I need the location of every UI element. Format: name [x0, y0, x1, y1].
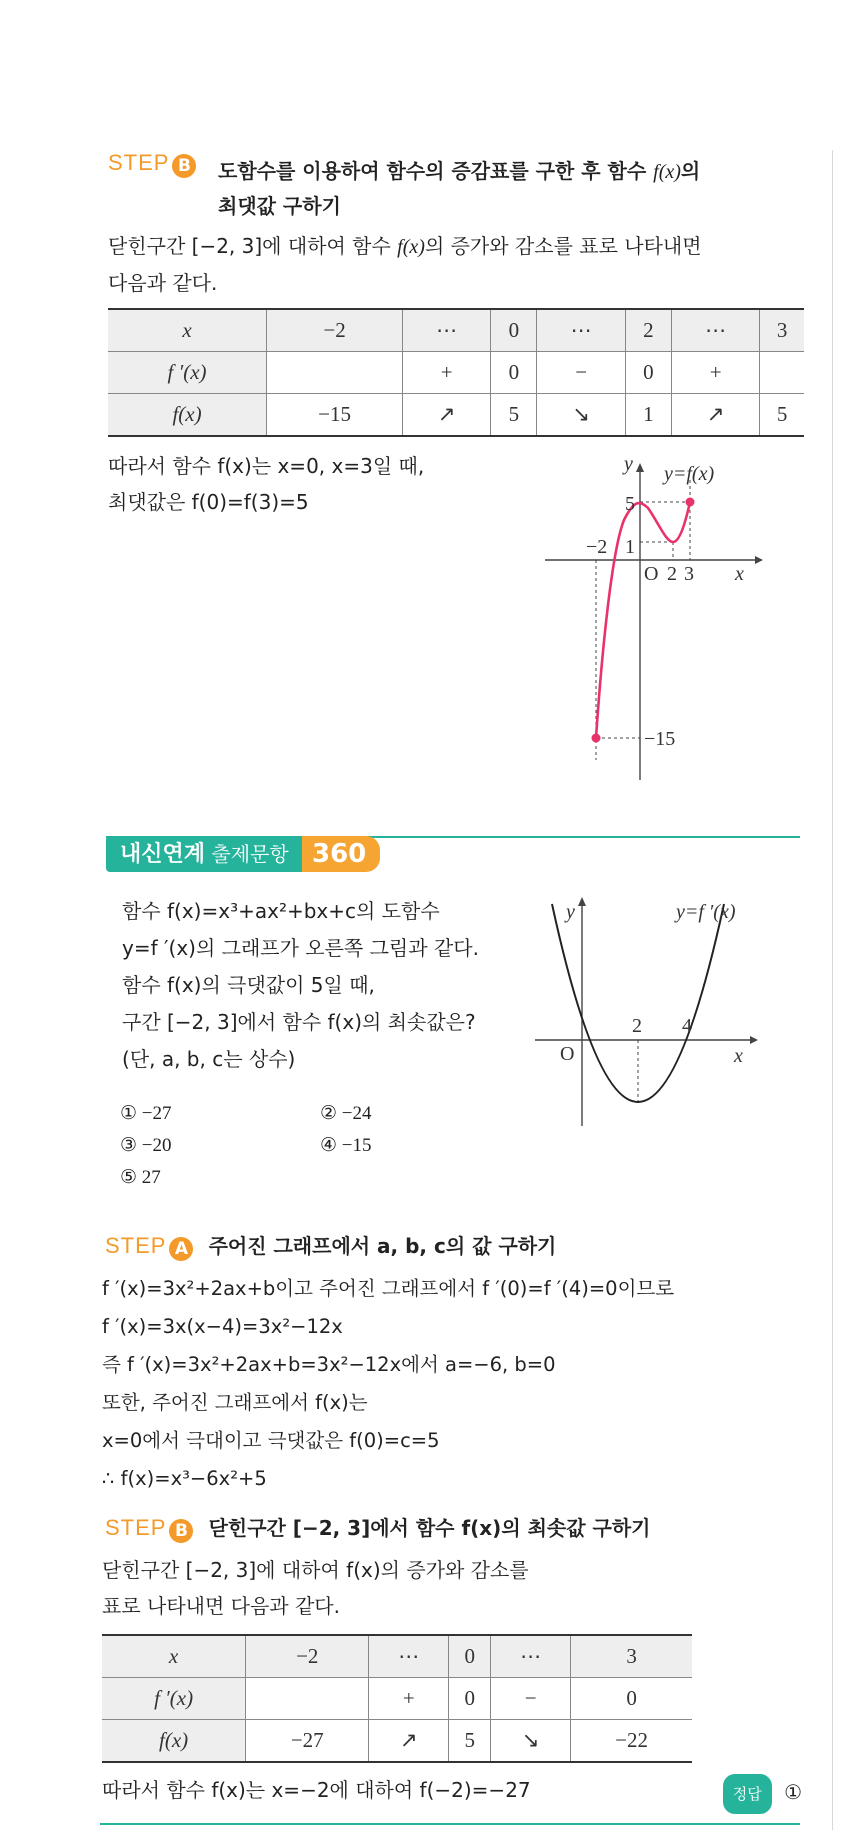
table-cell: 3 [571, 1635, 692, 1678]
step-label: STEP [105, 1515, 167, 1540]
curve-label: y=f ′(x) [676, 901, 736, 923]
table-cell: ↗ [402, 394, 490, 437]
tick-1: 1 [625, 536, 635, 558]
table-row-header: f(x) [102, 1720, 246, 1763]
y-axis-arrow [636, 463, 644, 472]
intro-text: 닫힌구간 [−2, 3]에 대하여 함수 [108, 234, 398, 258]
problem-line5: (단, a, b, c는 상수) [122, 1047, 296, 1071]
step-badge: B [172, 154, 196, 178]
table-cell: − [537, 352, 625, 394]
table-cell: −2 [246, 1635, 369, 1678]
step-b2-title: 닫힌구간 [−2, 3]에서 함수 f(x)의 최솟값 구하기 [208, 1516, 651, 1540]
x-axis-arrow [750, 1036, 758, 1044]
table-cell: 0 [625, 352, 671, 394]
solution-line-1: f ′(x)=3x²+2ax+b이고 주어진 그래프에서 f ′(0)=f ′(4)=0이므로 [102, 1277, 675, 1300]
step-a-header [105, 1230, 556, 1261]
bottom-rule [100, 1823, 800, 1825]
choice-3[interactable]: ③ −20 [120, 1135, 172, 1156]
tick-neg15: −15 [644, 728, 676, 750]
step-b-title [218, 154, 700, 223]
table-row-header: x [108, 309, 267, 352]
problem-line4: 구간 [−2, 3]에서 함수 f(x)의 최솟값은? [122, 1010, 476, 1034]
step-badge: A [169, 1237, 193, 1261]
y-axis-label: y [566, 901, 575, 923]
answer-group [723, 1774, 802, 1814]
step-title-line2: 최댓값 구하기 [218, 194, 341, 218]
table-cell: 0 [491, 352, 537, 394]
problem-number: 360 [302, 836, 380, 872]
table-row-header: x [102, 1635, 246, 1678]
problem-statement [122, 893, 479, 1078]
table-cell: − [491, 1678, 571, 1720]
table-cell [246, 1678, 369, 1720]
table-row [102, 1720, 692, 1763]
final-answer-line [102, 1772, 802, 1808]
table-cell: ⋯ [491, 1635, 571, 1678]
banner-bold: 내신연계 [120, 842, 206, 867]
tick-2: 2 [667, 563, 677, 585]
banner-rest: 출제문항 [205, 842, 289, 866]
point-max [686, 498, 695, 507]
y-axis-arrow [578, 897, 586, 906]
problem-line2: y=f ′(x)의 그래프가 오른쪽 그림과 같다. [122, 936, 479, 960]
conclusion-line1: 따라서 함수 f(x)는 x=0, x=3일 때, [108, 454, 425, 478]
intro-paragraph-2 [102, 1552, 529, 1624]
choice-2[interactable]: ② −24 [320, 1103, 372, 1124]
x-axis-label: x [735, 563, 744, 585]
table-cell: 2 [625, 309, 671, 352]
table-cell: −27 [246, 1720, 369, 1763]
table-cell: 0 [571, 1678, 692, 1720]
problem-line1: 함수 f(x)=x³+ax²+bx+c의 도함수 [122, 899, 440, 923]
y-axis-label: y [624, 453, 633, 475]
table-cell: 1 [625, 394, 671, 437]
table-cell: 5 [760, 394, 804, 437]
choice-1[interactable]: ① −27 [120, 1103, 172, 1124]
tick-2: 2 [632, 1015, 642, 1037]
table-cell: ↗ [671, 394, 759, 437]
table-cell: ↘ [537, 394, 625, 437]
final-text: 따라서 함수 f(x)는 x=−2에 대하여 f(−2)=−27 [102, 1778, 531, 1802]
table-row [108, 309, 804, 352]
table-cell: ⋯ [537, 309, 625, 352]
table-row-header: f ′(x) [108, 352, 267, 394]
increase-decrease-table-1 [108, 308, 804, 437]
table-row [102, 1635, 692, 1678]
table-cell: + [402, 352, 490, 394]
table-cell: ↗ [369, 1720, 449, 1763]
step-title-post: 의 [680, 159, 701, 183]
table-cell: 0 [449, 1678, 491, 1720]
table-cell: −22 [571, 1720, 692, 1763]
step-title-fx: f(x) [653, 161, 681, 183]
page-edge-line [832, 150, 833, 1830]
table-cell: ↘ [491, 1720, 571, 1763]
step-b-header [108, 150, 196, 178]
graph-fprime [530, 890, 780, 1130]
table-cell: 0 [449, 1635, 491, 1678]
banner-label [106, 836, 303, 872]
table-cell: −2 [267, 309, 403, 352]
solution-line-5: x=0에서 극대이고 극댓값은 f(0)=c=5 [102, 1429, 440, 1452]
table-cell [760, 352, 804, 394]
intro2-line1: 닫힌구간 [−2, 3]에 대하여 f(x)의 증가와 감소를 [102, 1558, 529, 1582]
graph-fx [540, 450, 770, 785]
conclusion-1 [108, 448, 424, 520]
intro-fx: f(x) [397, 236, 425, 258]
x-axis-arrow [755, 556, 763, 564]
intro-paragraph-1 [108, 228, 702, 301]
intro2-line2: 표로 나타내면 다음과 같다. [102, 1594, 340, 1618]
tick-3: 3 [684, 563, 694, 585]
step-label: STEP [105, 1233, 167, 1258]
table-cell: 3 [760, 309, 804, 352]
table-cell: ⋯ [369, 1635, 449, 1678]
table-row-header: f ′(x) [102, 1678, 246, 1720]
solution-line-3: 즉 f ′(x)=3x²+2ax+b=3x²−12x에서 a=−6, b=0 [102, 1353, 556, 1376]
tick-4: 4 [682, 1015, 692, 1037]
table-cell: ⋯ [402, 309, 490, 352]
table-cell [267, 352, 403, 394]
choice-5[interactable]: ⑤ 27 [120, 1167, 161, 1188]
point-min [592, 734, 601, 743]
table-cell: + [369, 1678, 449, 1720]
step-label: STEP [108, 150, 170, 175]
solution-block [102, 1270, 674, 1498]
answer-value: ① [784, 1780, 802, 1804]
x-axis-label: x [734, 1045, 743, 1067]
intro-text-post: 의 증가와 감소를 표로 나타내면 [424, 234, 702, 258]
table-row [102, 1678, 692, 1720]
solution-line-6: ∴ f(x)=x³−6x²+5 [102, 1467, 267, 1490]
solution-line-4: 또한, 주어진 그래프에서 f(x)는 [102, 1391, 368, 1414]
problem-line3: 함수 f(x)의 극댓값이 5일 때, [122, 973, 375, 997]
table-cell: −15 [267, 394, 403, 437]
table-cell: 5 [491, 394, 537, 437]
conclusion-line2: 최댓값은 f(0)=f(3)=5 [108, 490, 309, 514]
answer-badge: 정답 [723, 1774, 772, 1814]
step-badge: B [169, 1519, 193, 1543]
table-cell: 0 [491, 309, 537, 352]
tick-neg2: −2 [586, 536, 608, 558]
step-title-text: 도함수를 이용하여 함수의 증감표를 구한 후 함수 [218, 159, 654, 183]
step-a-title: 주어진 그래프에서 a, b, c의 값 구하기 [208, 1234, 557, 1258]
table-row [108, 352, 804, 394]
table-cell: ⋯ [671, 309, 759, 352]
choice-4[interactable]: ④ −15 [320, 1135, 372, 1156]
intro-line2: 다음과 같다. [108, 271, 218, 295]
curve-label: y=f(x) [664, 463, 715, 485]
fx-curve [596, 502, 690, 738]
origin-label: O [644, 563, 659, 585]
table-row [108, 394, 804, 437]
step-b2-header [105, 1512, 651, 1543]
table-cell: + [671, 352, 759, 394]
table-row-header: f(x) [108, 394, 267, 437]
solution-line-2: f ′(x)=3x(x−4)=3x²−12x [102, 1315, 343, 1338]
increase-decrease-table-2 [102, 1634, 692, 1763]
table-cell: 5 [449, 1720, 491, 1763]
origin-label: O [560, 1043, 575, 1065]
tick-5: 5 [625, 493, 635, 515]
